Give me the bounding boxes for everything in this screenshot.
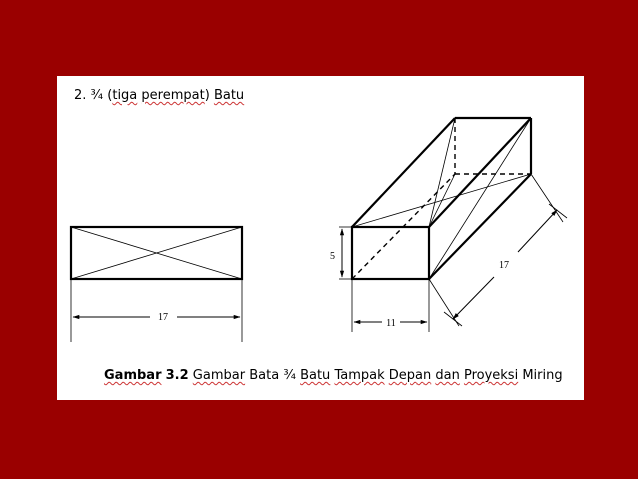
heading-number: 2. ¾ ( — [74, 88, 113, 103]
caption-label-number: 3.2 — [165, 368, 189, 383]
depth-dim-line-upper — [518, 210, 557, 252]
depth-label: 17 — [499, 260, 509, 271]
edge-top-right — [429, 118, 531, 227]
thin-diagonal-4 — [429, 118, 531, 279]
heading-close-paren: ) — [204, 88, 210, 103]
caption-word-proyeksi: Proyeksi — [463, 368, 519, 383]
caption-word-dan: dan — [435, 368, 460, 383]
thin-diagonal-3 — [429, 174, 455, 227]
caption-word-bata: Bata — [249, 368, 280, 383]
brick-drawing — [57, 76, 584, 400]
caption-word-fraction: ¾ — [283, 368, 296, 383]
height-label: 5 — [330, 251, 335, 262]
caption-word-gambar: Gambar — [192, 368, 246, 383]
edge-bottom-right — [429, 174, 531, 279]
heading-word-tiga: tiga — [112, 88, 138, 103]
depth-dim-line-lower — [453, 277, 494, 319]
width-label: 11 — [386, 318, 396, 329]
heading-word-batu: Batu — [213, 88, 245, 103]
caption-word-batu: Batu — [300, 368, 331, 383]
caption-label-word: Gambar — [104, 368, 162, 383]
slide-card — [57, 76, 584, 400]
oblique-front-face — [352, 227, 429, 279]
depth-extension-front — [429, 279, 459, 326]
edge-top-left — [352, 118, 455, 227]
heading-word-perempat: perempat — [141, 88, 205, 103]
thin-diagonal-2 — [429, 118, 455, 227]
depth-extension-back — [531, 174, 563, 222]
caption-word-tampak: Tampak — [334, 368, 385, 383]
front-length-label: 17 — [158, 312, 168, 323]
caption-word-miring: Miring — [522, 368, 563, 383]
front-view — [71, 227, 242, 342]
caption-word-depan: Depan — [388, 368, 432, 383]
figure-caption — [104, 368, 563, 383]
oblique-view — [330, 118, 567, 332]
depth-tick-lower — [444, 312, 462, 326]
